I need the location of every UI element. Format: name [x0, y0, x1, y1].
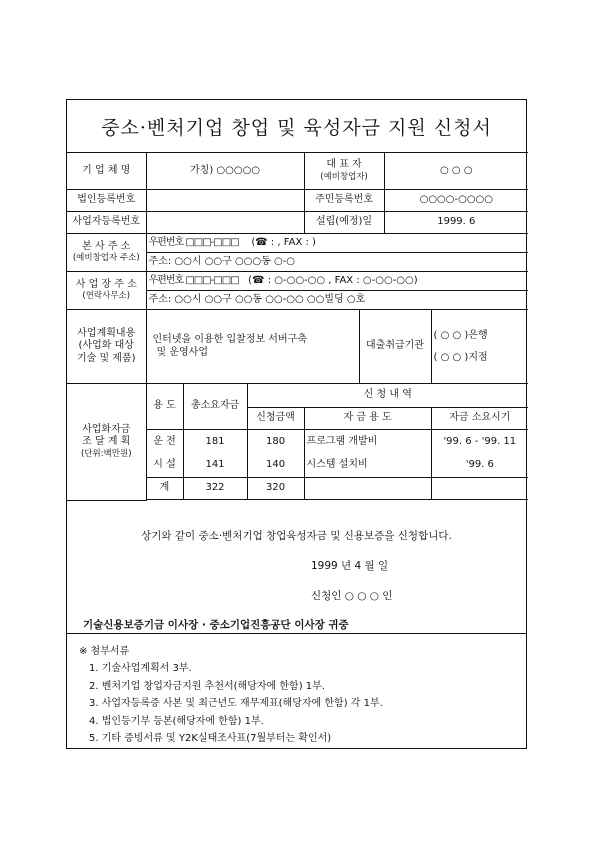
- application-form: [66, 99, 527, 749]
- workplace-zip-line: [149, 272, 527, 290]
- col-apply-amount: 신청금액: [247, 408, 304, 430]
- resident-reg-value: ○○○○-○○○○: [384, 190, 528, 212]
- attachments-section: [67, 633, 526, 751]
- hq-addr: 주소: ○○시 ○○구 ○○○동 ○-○: [147, 252, 529, 271]
- bank-value: ( ○ ○ )은행 ( ○ ○ )지점: [431, 310, 528, 384]
- workplace-addr: 주소: ○○시 ○○구 ○○동 ○○-○○ ○○빌딩 ○호: [147, 290, 529, 309]
- funding-label: 사업화자금 조 달 계 획 (단위:백만원): [67, 384, 146, 501]
- establish-date-label: 설립(예정)일: [304, 212, 384, 234]
- workplace-address-label: 사 업 장 주 소 (연락사무소): [67, 272, 146, 310]
- hq-tel-fax: (☎ : , FAX : ): [251, 237, 316, 248]
- col-use: 용 도: [146, 384, 183, 430]
- representative-value: ○ ○ ○: [384, 153, 528, 190]
- form-table: [67, 152, 528, 501]
- table-row: 운 전 181 180 프로그램 개발비 '99. 6 - '99. 11: [67, 430, 528, 454]
- hq-zip-line: [149, 234, 527, 252]
- form-title: 중소·벤처기업 창업 및 육성자금 지원 신청서: [67, 100, 526, 153]
- corp-reg-label: 법인등록번호: [67, 190, 146, 212]
- workplace-tel-fax: (☎ : ○-○○-○○ , FAX : ○-○○-○○): [248, 275, 418, 286]
- list-item: 5. 기타 증빙서류 및 Y2K실태조사표(7월부터는 확인서): [89, 733, 332, 744]
- list-item: 1. 기술사업계획서 3부.: [89, 663, 192, 674]
- col-period: 자금 소요시기: [431, 408, 528, 430]
- hq-address-value: [146, 234, 528, 272]
- plan-content: 인터넷을 이용한 입찰정보 서버구축 및 운영사업: [146, 310, 359, 384]
- table-row: 계 322 320: [67, 478, 528, 500]
- resident-reg-label: 주민등록번호: [304, 190, 384, 212]
- attachments-list: [89, 660, 383, 748]
- recipient-line: 기술신용보증기금 이사장 · 중소기업진흥공단 이사장 귀중: [83, 619, 349, 631]
- col-total: 총소요자금: [183, 384, 247, 430]
- establish-date-value: 1999. 6: [384, 212, 528, 234]
- table-row: 시 설 141 140 시스템 설치비 '99. 6: [67, 454, 528, 478]
- workplace-zip: 우편번호 □□□-□□□: [148, 275, 239, 286]
- list-item: 2. 벤처기업 창업자금지원 추천서(해당자에 한함) 1부.: [89, 680, 325, 692]
- col-purpose: 자 금 용 도: [304, 408, 431, 430]
- attachments-heading: ※ 첨부서류: [79, 646, 130, 657]
- applicant-line: 신청인 ○ ○ ○ 인: [311, 590, 393, 602]
- representative-label: 대 표 자 (예비창업자): [304, 153, 384, 190]
- col-apply-group: 신 청 내 역: [247, 384, 528, 408]
- hq-address-label: 본 사 주 소 (예비창업자 주소): [67, 234, 146, 272]
- workplace-address-value: [146, 272, 528, 310]
- statement-text: 상기와 같이 중소·벤처기업 창업육성자금 및 신용보증을 신청합니다.: [141, 530, 452, 542]
- biz-reg-value: [146, 212, 304, 234]
- company-name-label: 기 업 체 명: [67, 153, 146, 190]
- plan-label: 사업계획내용 (사업화 대상 기술 및 제품): [67, 310, 146, 384]
- statement-date: 1999 년 4 월 일: [311, 560, 389, 572]
- list-item: 3. 사업자등록증 사본 및 최근년도 재무제표(해당자에 한함) 각 1부.: [89, 698, 383, 709]
- corp-reg-value: [146, 190, 304, 212]
- list-item: 4. 법인등기부 등본(해당자에 한함) 1부.: [89, 715, 264, 727]
- company-name-value: 가칭) ○○○○○: [146, 153, 304, 190]
- hq-zip: 우편번호 □□□-□□□: [148, 237, 239, 248]
- bank-label: 대출취급기관: [359, 310, 431, 384]
- biz-reg-label: 사업자등록번호: [67, 212, 146, 234]
